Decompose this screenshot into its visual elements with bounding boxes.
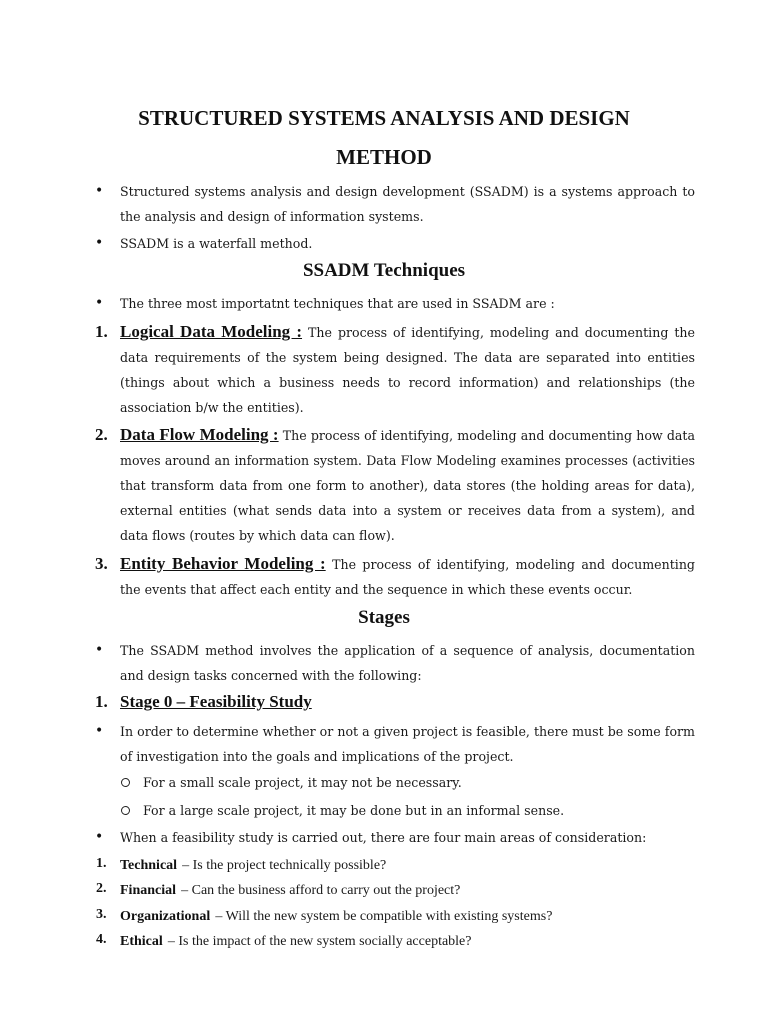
technique-number: 1. xyxy=(95,322,108,341)
area-description: – Is the project technically possible? xyxy=(182,858,387,873)
technique-term: Logical Data Modeling : xyxy=(120,322,303,341)
bullet-dot: • xyxy=(95,183,104,199)
circle-bullet xyxy=(121,778,130,787)
stage-0-title-text: Stage 0 – Feasibility Study xyxy=(120,692,312,711)
intro-bullet-2: SSADM is a waterfall method. xyxy=(120,236,313,251)
technique-item-data-flow-modeling xyxy=(120,422,695,548)
bullet-dot: • xyxy=(95,829,104,845)
stage-0-sub-bullet-1: For a small scale project, it may not be necessary. xyxy=(143,775,462,790)
area-number: 1. xyxy=(96,856,107,871)
area-term: Technical xyxy=(120,858,178,873)
stage-0-bullet: In order to determine whether or not a given project is feasible, there must be some form of investigation into the goals and implications of the project. xyxy=(120,724,695,764)
area-term: Ethical xyxy=(120,934,163,949)
bullet-dot: • xyxy=(95,235,104,251)
technique-term: Entity Behavior Modeling : xyxy=(120,554,326,573)
stages-intro: The SSADM method involves the application of a sequence of analysis, documentation and design tasks concerned with the following: xyxy=(120,643,695,683)
circle-bullet xyxy=(121,806,130,815)
area-number: 2. xyxy=(96,881,107,896)
area-number: 4. xyxy=(96,932,107,947)
area-item-organizational xyxy=(120,902,552,929)
stage-0-areas-intro: When a feasibility study is carried out, there are four main areas of consideration: xyxy=(120,830,647,845)
technique-description: The process of identifying, modeling and documenting how data moves around an information system. Data Flow Modeling examines processes (activities that transform data from one form to another), data stores (the holding areas for data), external entities (what sends data into a system or receives data from a system), and data flows (routes by which data can flow). xyxy=(120,428,695,543)
area-description: – Is the impact of the new system socially acceptable? xyxy=(167,934,472,949)
area-number: 3. xyxy=(96,907,107,922)
technique-number: 2. xyxy=(95,425,108,444)
technique-description: The process of identifying, modeling and documenting the data requirements of the system being designed. The data are separated into entities (things about which a business needs to record information) and relationships (the association b/w the entities). xyxy=(120,325,695,415)
area-description: – Will the new system be compatible with existing systems? xyxy=(215,909,553,924)
technique-term: Data Flow Modeling : xyxy=(120,425,279,444)
title-line-2: METHOD xyxy=(336,145,432,169)
area-term: Organizational xyxy=(120,909,211,924)
area-description: – Can the business afford to carry out the project? xyxy=(181,883,461,898)
technique-item-logical-data-modeling xyxy=(120,319,695,420)
area-item-ethical xyxy=(120,927,472,954)
bullet-dot: • xyxy=(95,642,104,658)
area-item-technical xyxy=(120,851,386,878)
stage-0-title xyxy=(120,689,312,715)
bullet-dot: • xyxy=(95,295,104,311)
technique-item-entity-behavior-modeling xyxy=(120,551,695,602)
title-line-1: STRUCTURED SYSTEMS ANALYSIS AND DESIGN xyxy=(138,106,630,130)
stage-0-sub-bullet-2: For a large scale project, it may be done but in an informal sense. xyxy=(143,803,565,818)
area-term: Financial xyxy=(120,883,177,898)
technique-description: The process of identifying, modeling and documenting the events that affect each entity and the sequence in which these events occur. xyxy=(120,557,695,597)
techniques-heading: SSADM Techniques xyxy=(302,260,466,281)
techniques-intro: The three most importatnt techniques that are used in SSADM are : xyxy=(120,296,555,311)
bullet-dot: • xyxy=(95,723,104,739)
area-item-financial xyxy=(120,876,460,903)
stage-number: 1. xyxy=(95,692,108,711)
intro-bullet-1: Structured systems analysis and design development (SSADM) is a systems approach to the analysis and design of information systems. xyxy=(120,184,695,224)
technique-number: 3. xyxy=(95,554,108,573)
stages-heading: Stages xyxy=(358,607,410,628)
